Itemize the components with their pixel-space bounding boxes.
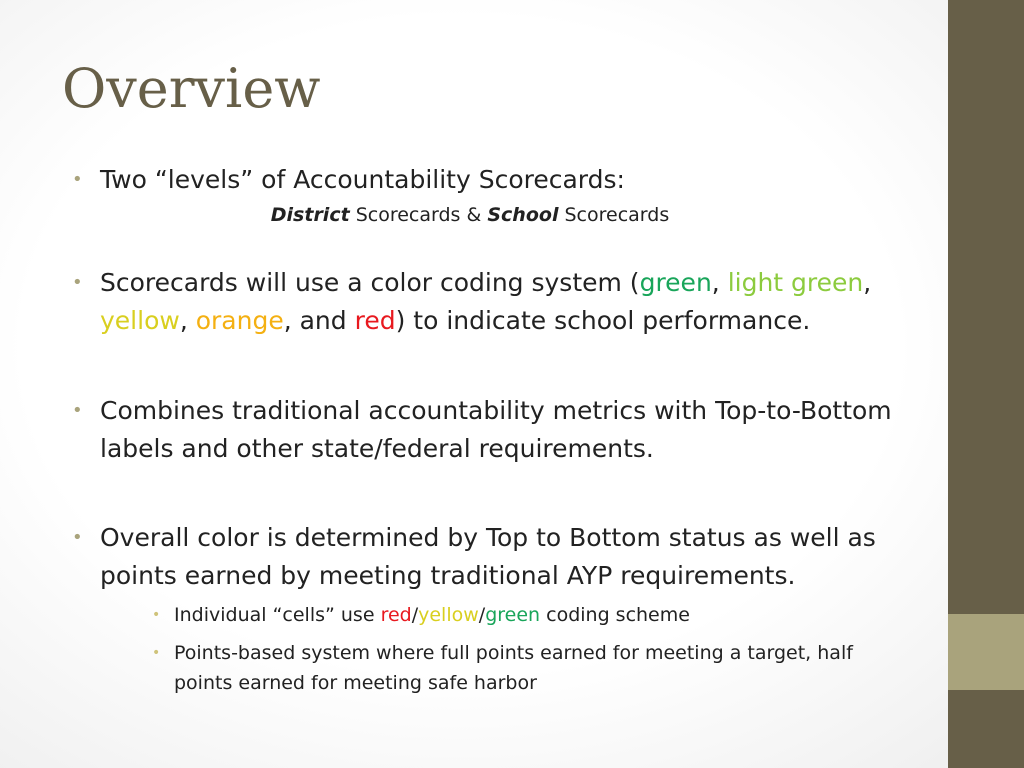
slide-title: Overview bbox=[62, 57, 321, 120]
separator: , bbox=[179, 306, 196, 335]
sidebar-accent-block bbox=[948, 614, 1024, 690]
color-word-red: red bbox=[354, 306, 396, 335]
sub-bullet-points-based bbox=[152, 638, 894, 698]
slash: / bbox=[478, 604, 486, 626]
school-label: School bbox=[487, 204, 559, 226]
district-label: District bbox=[270, 204, 350, 226]
cells-post: coding scheme bbox=[540, 604, 690, 626]
color-word-orange: orange bbox=[195, 306, 284, 335]
scorecard-types-line bbox=[0, 204, 940, 226]
color-word-light-green: light green bbox=[727, 268, 864, 297]
bullet-text: Two “levels” of Accountability Scorecards: bbox=[100, 165, 625, 194]
bullet-dot-icon: • bbox=[72, 169, 83, 190]
separator: , and bbox=[283, 306, 355, 335]
color-word-green: green bbox=[639, 268, 712, 297]
scorecards-text: Scorecards bbox=[558, 204, 670, 226]
slash: / bbox=[411, 604, 419, 626]
sub-bullet-dot-icon: • bbox=[152, 607, 161, 623]
color-word-green: green bbox=[485, 604, 541, 626]
color-coding-pre: Scorecards will use a color coding system ( bbox=[100, 268, 640, 297]
bullet-dot-icon: • bbox=[72, 272, 83, 293]
bullet-overall-color bbox=[72, 519, 900, 595]
bullet-color-coding bbox=[72, 264, 900, 340]
sub-bullet-dot-icon: • bbox=[152, 645, 161, 661]
separator: , bbox=[863, 268, 872, 297]
sub-bullet-text: Points-based system where full points earned for meeting a target, half points earned for meeting safe harbor bbox=[174, 642, 853, 694]
separator: , bbox=[711, 268, 728, 297]
bullet-two-levels bbox=[72, 161, 900, 199]
bullet-dot-icon: • bbox=[72, 400, 83, 421]
bullet-dot-icon: • bbox=[72, 527, 83, 548]
bullet-combines-metrics bbox=[72, 392, 900, 468]
scorecards-amp-text: Scorecards & bbox=[349, 204, 488, 226]
color-word-yellow: yellow bbox=[418, 604, 479, 626]
sub-bullet-cells bbox=[152, 600, 894, 630]
bullet-text: Combines traditional accountability metrics with Top-to-Bottom labels and other state/federal requirements. bbox=[100, 396, 892, 463]
bullet-text: Overall color is determined by Top to Bottom status as well as points earned by meeting traditional AYP requirements. bbox=[100, 523, 876, 590]
color-word-red: red bbox=[380, 604, 412, 626]
cells-pre: Individual “cells” use bbox=[174, 604, 381, 626]
color-coding-post: ) to indicate school performance. bbox=[395, 306, 811, 335]
color-word-yellow: yellow bbox=[100, 306, 180, 335]
